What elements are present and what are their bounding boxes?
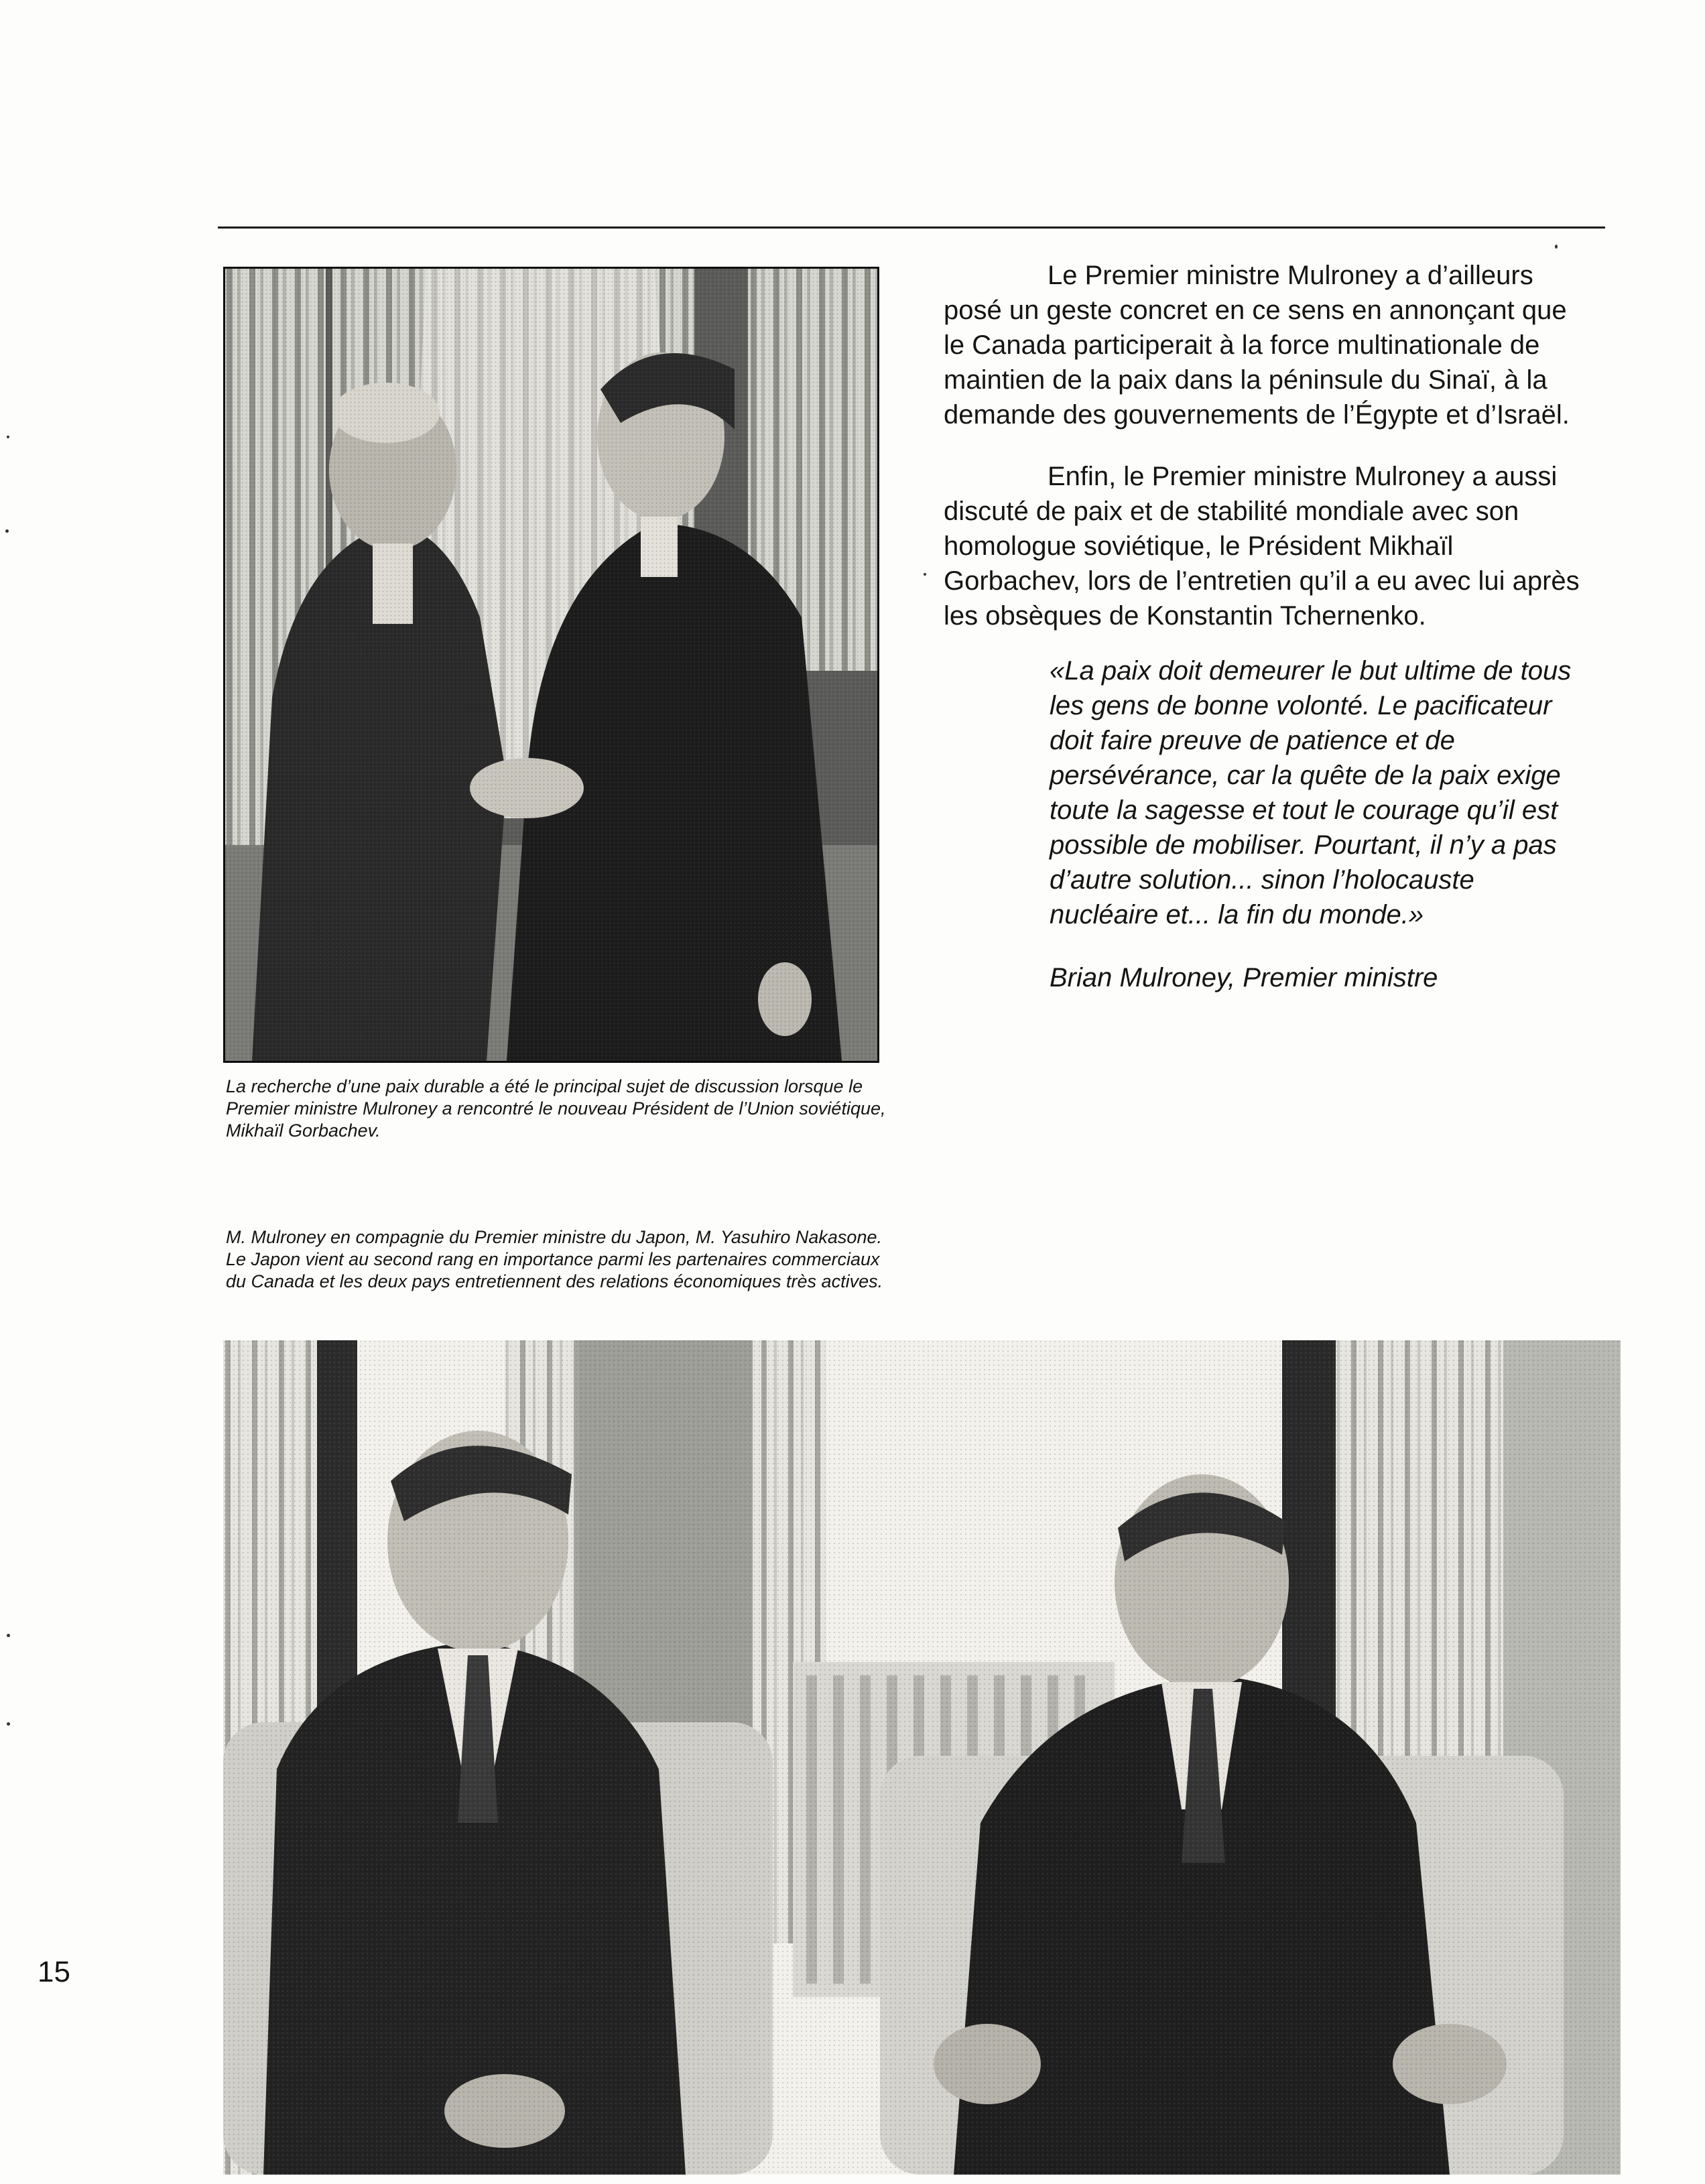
header-rule xyxy=(218,227,1605,229)
page-number: 15 xyxy=(38,1955,70,1988)
scan-speck xyxy=(5,529,9,533)
photo-handshake-image xyxy=(225,269,877,1061)
scan-speck xyxy=(7,1634,10,1637)
scan-speck xyxy=(7,1722,10,1726)
quote-attribution: Brian Mulroney, Premier ministre xyxy=(1050,963,1438,992)
paragraph-gorbachev-meeting: Enfin, le Premier ministre Mulroney a aussi discuté de paix et de stabilité mondiale avec son homologue soviétique, le Président Mikhaïl Gorbachev, lors de l’entretien qu’il a eu avec lui après les obsèques de Konstantin Tchernenko. xyxy=(944,462,1580,631)
photo-nakasone-caption: M. Mulroney en compagnie du Premier ministre du Japon, M. Yasuhiro Nakasone. Le Japon vient au second rang en importance parmi les partenaires commerciaux du Canada et les deux pays entretiennent des relations économiques très actives. xyxy=(226,1227,883,1291)
photo-nakasone-image xyxy=(223,1340,1621,2175)
article-body xyxy=(944,258,1587,660)
pull-quote: «La paix doit demeurer le but ultime de tous les gens de bonne volonté. Le pacificateur doit faire preuve de patience et de persévérance, car la quête de la paix exige toute la sagesse et tout le courage qu’il est possible de mobiliser. Pourtant, il n’y a pas d’autre solution... sinon l’holocauste nucléaire et... la fin du monde.» xyxy=(1050,656,1572,929)
paragraph-mulroney-sinai: Le Premier ministre Mulroney a d’ailleurs posé un geste concret en ce sens en annonçant que le Canada participerait à la force multinationale de maintien de la paix dans la péninsule du Sinaï, à la demande des gouvernements de l’Égypte et d’Israël. xyxy=(944,261,1570,430)
scan-speck xyxy=(7,436,9,438)
scan-speck xyxy=(1555,245,1558,249)
photo-nakasone xyxy=(223,1340,1621,2175)
scan-speck xyxy=(924,573,926,576)
photo-handshake xyxy=(223,267,879,1063)
photo-handshake-caption: La recherche d’une paix durable a été le principal sujet de discussion lorsque le Premier ministre Mulroney a rencontré le nouveau Président de l’Union soviétique, Mikhaïl Gorbachev. xyxy=(226,1076,886,1141)
